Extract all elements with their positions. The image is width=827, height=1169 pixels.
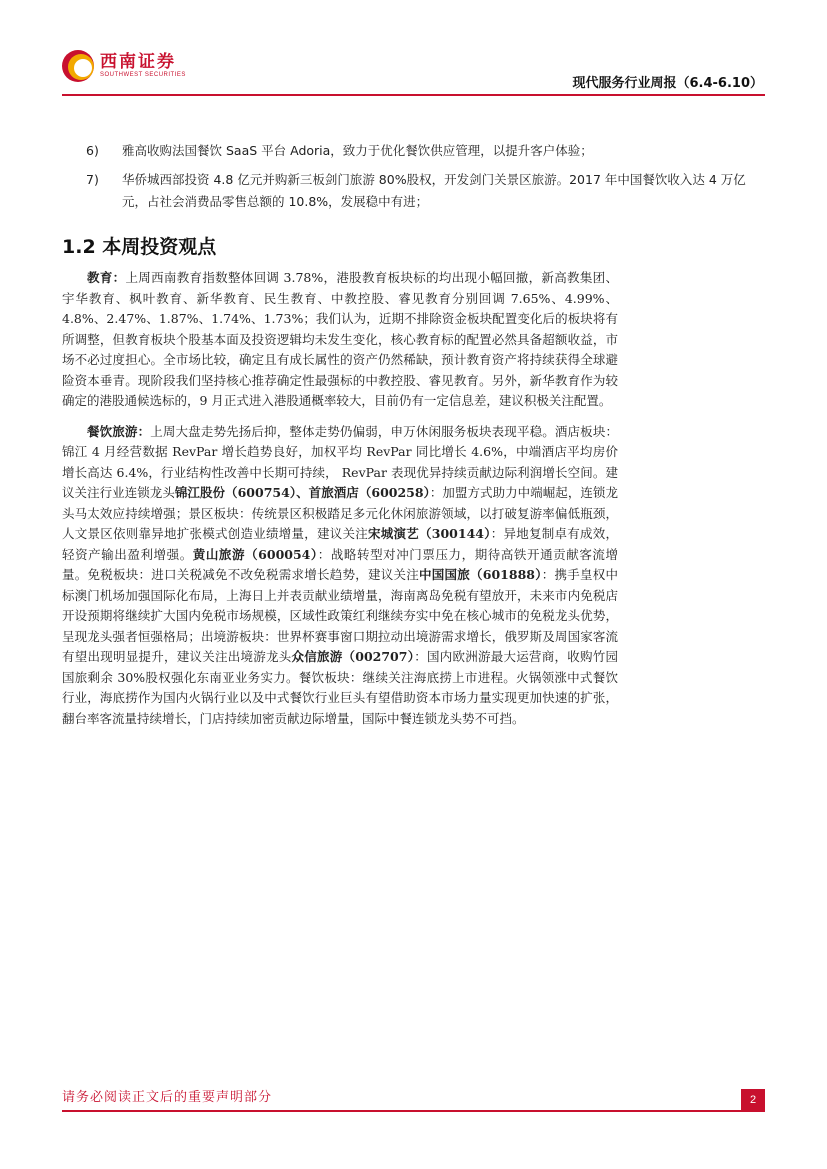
stock-songcheng: 宋城演艺（300144） — [368, 526, 491, 541]
stock-huangshan: 黄山旅游（600054） — [192, 546, 318, 562]
logo-chinese-name: 西南证券 — [100, 52, 176, 72]
page-header — [0, 0, 827, 100]
stock-cits: 中国国旅（601888） — [419, 567, 542, 582]
stock-utour: 众信旅游（002707） — [291, 649, 415, 664]
travel-text: 上周大盘走势先扬后抑，整体走势仍偏弱，申万休闲服务板块表现平稳。酒店板块：锦江 4 月经营数据 RevPar 增长趋势良好，加权平均 RevPar 同比增长 4.6%，中端酒店平均房价增长高达 6.4%，行业结构性改善中长期可持续， RevPar 表现优异持续贡献边际利润增长空间。建议关注行业连锁龙头 — [62, 423, 618, 500]
page-number: 2 — [741, 1089, 765, 1111]
education-paragraph — [62, 268, 618, 412]
header-divider — [62, 94, 765, 96]
travel-lead: 餐饮旅游： — [87, 423, 151, 439]
travel-text: ：异地复制卓有成效，轻资产输出盈利增强。 — [62, 526, 618, 562]
travel-text: ：国内欧洲游最大运营商，收购竹园国旅剩余 30%股权强化东南亚业务实力。餐饮板块：继续关注海底捞上市进程。火锅领涨中式餐饮行业，海底捞作为国内火锅行业以及中式餐饮行业巨头有望借助资本市场力量实现更加快速的扩张，翻台率客流量持续增长，门店持续加密贡献边际增量，国际中餐连锁龙头势不可挡。 — [62, 649, 618, 726]
list-item — [86, 140, 766, 162]
list-item-text: 华侨城西部投资 4.8 亿元并购新三板剑门旅游 80%股权，开发剑门关景区旅游。2017 年中国餐饮收入达 4 万亿元，占社会消费品零售总额的 10.8%，发展稳中有进； — [122, 172, 746, 209]
travel-text: ：加盟方式助力中端崛起，连锁龙头马太效应持续增强；景区板块：传统景区积极踏足多元化休闲旅游领域，以打破复游率偏低瓶颈，人文景区依则靠异地扩张模式创造业绩增量，建议关注 — [62, 485, 618, 541]
report-title: 现代服务行业周报（6.4-6.10） — [572, 76, 763, 91]
education-lead: 教育： — [87, 270, 126, 285]
education-text: 上周西南教育指数整体回调 3.78%，港股教育板块标的均出现小幅回撤，新高教集团、宇华教育、枫叶教育、新华教育、民生教育、中教控股、睿见教育分别回调 7.65%、4.99%、4.8%、2.47%、1.87%、1.74%、1.73%；我们认为，近期不排除资金板块配置变化后的板块将有所调整，但教育板块个股基本面及投资逻辑均未发生变化，核心教育标的配置必然具备超额收益，市场不必过度担心。全市场比较，确定且有成长属性的资产仍然稀缺，预计教育资产将持续获得全球避险资本垂青。现阶段我们坚持核心推荐确定性最强标的中教控股、睿见教育。另外，新华教育作为较确定的港股通候选标的，9 月正式进入港股通概率较大，目前仍有一定信息差，建议积极关注配置。 — [62, 270, 618, 408]
logo-text — [100, 53, 186, 79]
list-item-text: 雅高收购法国餐饮 SaaS 平台 Adoria，致力于优化餐饮供应管理，以提升客户体验； — [122, 143, 593, 158]
list-item-number: 6) — [86, 143, 99, 158]
footer-divider — [62, 1110, 765, 1112]
logo-mark-icon — [62, 50, 94, 82]
travel-text: ：战略转型对冲门票压力，期待高铁开通贡献客流增量。免税板块：进口关税减免不改免税需求增长趋势，建议关注 — [62, 546, 618, 582]
logo-english-name: SOUTHWEST SECURITIES — [100, 72, 186, 78]
list-item-number: 7) — [86, 172, 99, 187]
investment-views-body — [62, 268, 618, 739]
stock-jinjiang-shoulv: 锦江股份（600754）、首旅酒店（600258） — [174, 485, 430, 500]
disclaimer-note: 请务必阅读正文后的重要声明部分 — [62, 1090, 273, 1105]
section-heading: 1.2 本周投资观点 — [62, 236, 217, 258]
news-list — [86, 140, 766, 220]
travel-paragraph — [62, 422, 618, 730]
list-item — [86, 169, 766, 213]
travel-text: ：携手皇权中标澳门机场加强国际化布局，上海日上并表贡献业绩增量，海南离岛免税有望放开，未来市内免税店开设预期将继续扩大国内免税市场规模，区域性政策红利继续夯实中免在核心城市的免税龙头优势，呈现龙头强者恒强格局；出境游板块：世界杯赛事窗口期拉动出境游需求增长，俄罗斯及周国家客流有望出现明显提升，建议关注出境游龙头 — [62, 567, 618, 664]
company-logo — [62, 50, 186, 82]
